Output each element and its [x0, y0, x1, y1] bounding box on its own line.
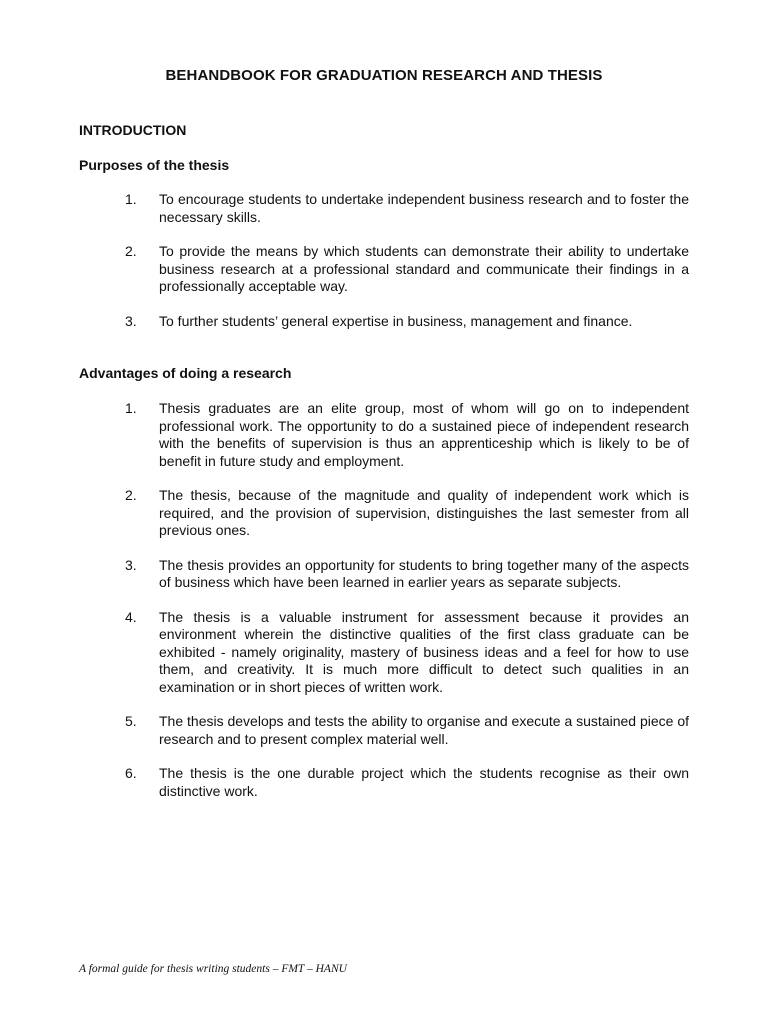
- list-item: [125, 713, 689, 748]
- list-item-text: The thesis, because of the magnitude and quality of independent work which is required, and the provision of supervision, distinguishes the last semester from all previous ones.: [159, 487, 689, 538]
- list-item: [125, 609, 689, 697]
- list-item-number: 1.: [125, 191, 137, 207]
- list-item-text: The thesis is the one durable project which the students recognise as their own distinctive work.: [159, 765, 689, 799]
- list-item: [125, 487, 689, 540]
- list-item-number: 1.: [125, 400, 137, 416]
- list-item-text: The thesis develops and tests the ability to organise and execute a sustained piece of research and to present complex material well.: [159, 713, 690, 747]
- list-item: [125, 243, 689, 296]
- advantages-list: [125, 400, 689, 800]
- list-item: [125, 400, 689, 470]
- list-item: [125, 191, 689, 226]
- list-item-number: 4.: [125, 608, 137, 625]
- list-item-number: 5.: [125, 713, 137, 729]
- list-item-text: To provide the means by which students can demonstrate their ability to undertake business research at a professional standard and communicate their findings in a professionally acceptable way.: [159, 243, 689, 294]
- introduction-heading: INTRODUCTION: [79, 122, 187, 138]
- list-item-text: The thesis provides an opportunity for students to bring together many of the aspects of business which have been learned in earlier years as separate subjects.: [159, 556, 689, 590]
- list-item-number: 2.: [125, 487, 137, 503]
- list-item-text: To encourage students to undertake independent business research and to foster the necessary skills.: [159, 191, 689, 225]
- list-item: [125, 765, 689, 800]
- list-item-number: 3.: [125, 312, 137, 329]
- purposes-heading: Purposes of the thesis: [79, 157, 230, 173]
- page-footer: A formal guide for thesis writing students – FMT – HANU: [79, 963, 347, 975]
- advantages-heading: Advantages of doing a research: [79, 365, 292, 381]
- list-item-text: The thesis is a valuable instrument for assessment because it provides an environment wherein the distinctive qualities of the first class graduate can be exhibited - namely originality, mastery of business ideas and a feel for how to use them, and creativity. It is much more difficult to detect such qualities in an examination or in short pieces of written work.: [159, 608, 689, 695]
- list-item: [125, 313, 689, 331]
- list-item-number: 2.: [125, 243, 137, 259]
- list-item-number: 6.: [125, 765, 137, 781]
- list-item-number: 3.: [125, 556, 137, 573]
- list-item-text: Thesis graduates are an elite group, most of whom will go on to independent professional work. The opportunity to do a sustained piece of independent research with the benefits of supervision is thus an apprenticeship which is likely to be of benefit in future study and employment.: [159, 400, 689, 469]
- purposes-list: [125, 191, 689, 330]
- document-title: BEHANDBOOK FOR GRADUATION RESEARCH AND THESIS: [165, 67, 603, 84]
- list-item: [125, 557, 689, 592]
- list-item-text: To further students’ general expertise in business, management and finance.: [159, 312, 633, 329]
